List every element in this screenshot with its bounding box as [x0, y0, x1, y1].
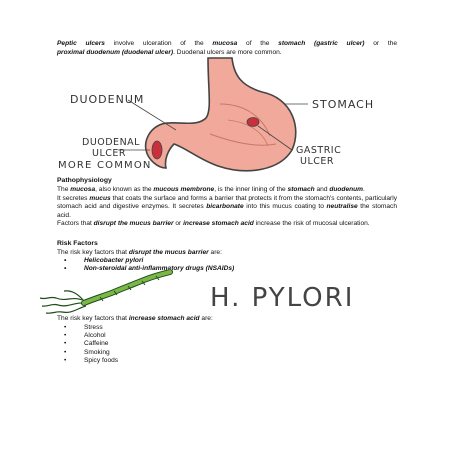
patho-text: into this mucus coating to — [243, 203, 327, 211]
heading-pathophysiology: Pathophysiology — [57, 177, 112, 184]
risk-text: The risk key factors that — [57, 315, 129, 322]
patho-text: the stomach acid. — [57, 203, 398, 219]
term-increase-stomach-acid: increase stomach acid — [128, 315, 200, 322]
term-mucous-membrone: mucous membrone — [153, 186, 215, 193]
patho-text: or — [173, 220, 184, 228]
risk-intro-2 — [57, 315, 397, 324]
list-item: • Spicy foods — [57, 357, 118, 365]
patho-text: and — [314, 186, 330, 193]
stomach-acid-risk-list — [57, 324, 118, 366]
intro-text: . Duodenal ulcers are more common. — [173, 48, 282, 56]
patho-text: It secretes — [57, 194, 90, 202]
term-stomach: stomach — [287, 186, 315, 193]
label-stomach: STOMACH — [312, 98, 375, 111]
label-gastric-ulcer-2: ULCER — [300, 156, 334, 167]
risk-intro-1 — [57, 249, 397, 258]
intro-text: of the — [237, 40, 279, 47]
patho-text: Factors that — [57, 220, 94, 228]
term-proximal-duodenum: proximal duodenum (duodenal ulcer) — [57, 48, 174, 56]
flagellum — [42, 303, 84, 306]
flagellum — [40, 297, 82, 300]
term-disrupt-mucus-barrier: disrupt the mucus barrier — [93, 220, 174, 228]
term-mucus: mucus — [89, 194, 111, 202]
term-disrupt-mucus-barrier: disrupt the mucus barrier — [128, 248, 209, 256]
label-more-common: MORE COMMON — [58, 160, 152, 171]
term-increase-stomach-acid: increase stomach acid — [183, 220, 254, 228]
risk-text: are: — [208, 248, 222, 256]
patho-paragraph-2 — [57, 195, 397, 221]
patho-text: increase the risk of mucosal ulceration. — [253, 220, 370, 228]
duodenal-ulcer-mark — [152, 141, 162, 159]
label-duodenal-ulcer-1: DUODENAL — [82, 137, 140, 148]
hpylori-illustration — [0, 270, 452, 316]
risk-text: are: — [199, 315, 213, 322]
patho-text: . — [363, 186, 365, 193]
intro-text: or the — [364, 40, 397, 47]
list-item: • Alcohol — [57, 332, 118, 340]
term-stomach-gastric-ulcer: stomach (gastric ulcer) — [278, 40, 365, 47]
flagellum — [46, 306, 86, 313]
list-item: • Helicobacter pylori — [57, 257, 234, 265]
label-gastric-ulcer-1: GASTRIC — [296, 145, 342, 156]
patho-text: that coats the surface and forms a barrier that protects it from the stomach's contents, particularly stomach acid and digestive enzymes. It secretes — [57, 194, 397, 211]
term-mucosa: mucosa — [70, 186, 96, 193]
list-item: • Non-steroidal anti-inflammatory drugs (NSAIDs) — [57, 265, 234, 273]
list-item: • Smoking — [57, 349, 118, 357]
list-item: • Caffeine — [57, 340, 118, 348]
term-duodenum: duodenum — [329, 186, 364, 193]
patho-text: The — [57, 186, 71, 193]
term-peptic-ulcers: Peptic ulcers — [57, 40, 105, 47]
list-item: • Stress — [57, 324, 118, 332]
risk-text: The risk key factors that — [57, 248, 129, 256]
term-mucosa: mucosa — [212, 40, 238, 47]
label-h-pylori: H. PYLORI — [210, 283, 355, 313]
stomach-diagram — [0, 0, 452, 185]
term-neutralise: neutralise — [326, 203, 358, 211]
stomach-shape — [146, 58, 296, 171]
label-duodenum: DUODENUM — [70, 93, 145, 106]
gastric-ulcer-mark — [247, 118, 259, 127]
patho-text: , also known as the — [95, 186, 154, 193]
label-duodenal-ulcer-2: ULCER — [92, 148, 126, 159]
heading-risk-factors: Risk Factors — [57, 240, 98, 247]
patho-text: , is the inner lining of the — [214, 186, 288, 193]
patho-paragraph-1 — [57, 186, 397, 195]
patho-paragraph-3 — [57, 220, 397, 229]
term-bicarbonate: bicarbonate — [206, 203, 244, 211]
intro-text: involve ulceration of the — [104, 40, 213, 47]
